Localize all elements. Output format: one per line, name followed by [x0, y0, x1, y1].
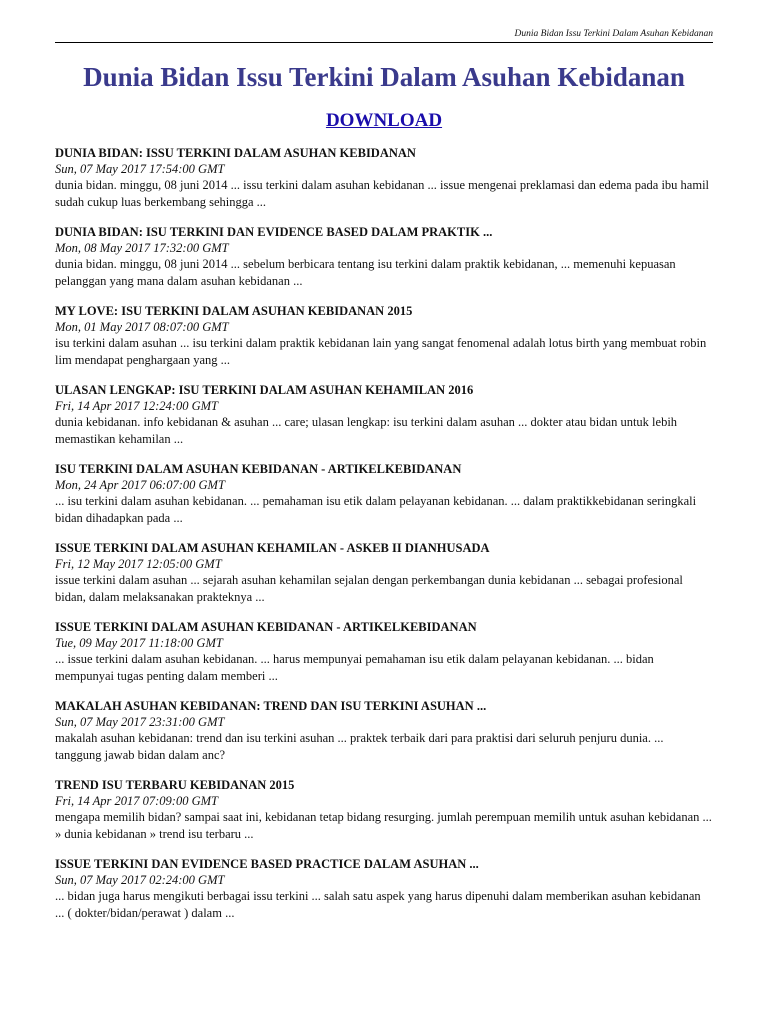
result-date: Fri, 14 Apr 2017 07:09:00 GMT [55, 794, 218, 808]
result-entry [55, 540, 713, 606]
result-entry [55, 619, 713, 685]
result-title: DUNIA BIDAN: ISU TERKINI DAN EVIDENCE BASED DALAM PRAKTIK ... [55, 225, 493, 239]
document-page [55, 0, 713, 935]
result-snippet: ... isu terkini dalam asuhan kebidanan. ... pemahaman isu etik dalam pelayanan kebidanan. ... dalam praktikkebidanan seringkali bidan dihadapkan pada ... [55, 494, 697, 525]
result-snippet: ... issue terkini dalam asuhan kebidanan. ... harus mempunyai pemahaman isu etik dalam pelayanan kebidanan. ... bidan mempunyai tugas penting dalam memberi ... [55, 652, 654, 683]
result-snippet: dunia bidan. minggu, 08 juni 2014 ... sebelum berbicara tentang isu terkini dalam praktik kebidanan, ... memenuhi kepuasan pelanggan yang mana dalam asuhan kebidanan ... [55, 257, 676, 288]
result-entry [55, 856, 713, 922]
result-entry [55, 303, 713, 369]
result-snippet: mengapa memilih bidan? sampai saat ini, kebidanan tetap bidang resurging. jumlah perempuan memilih untuk asuhan kebidanan ... » dunia kebidanan » trend isu terbaru ... [55, 810, 712, 841]
result-date: Mon, 24 Apr 2017 06:07:00 GMT [55, 478, 225, 492]
result-entry [55, 461, 713, 527]
result-entry [55, 698, 713, 764]
result-title: TREND ISU TERBARU KEBIDANAN 2015 [55, 778, 295, 792]
page-title: Dunia Bidan Issu Terkini Dalam Asuhan Kebidanan [83, 62, 685, 92]
result-title: DUNIA BIDAN: ISSU TERKINI DALAM ASUHAN KEBIDANAN [55, 146, 416, 160]
result-date: Mon, 01 May 2017 08:07:00 GMT [55, 320, 229, 334]
running-header: Dunia Bidan Issu Terkini Dalam Asuhan Kebidanan [514, 29, 713, 39]
header-rule [55, 42, 713, 43]
result-snippet: ... bidan juga harus mengikuti berbagai issu terkini ... salah satu aspek yang harus dipenuhi dalam memberikan asuhan kebidanan ... ( dokter/bidan/perawat ) dalam ... [55, 889, 701, 920]
result-date: Fri, 14 Apr 2017 12:24:00 GMT [55, 399, 218, 413]
download-link[interactable]: DOWNLOAD [325, 110, 443, 131]
search-results-list [55, 145, 713, 922]
result-snippet: makalah asuhan kebidanan: trend dan isu terkini asuhan ... praktek terbaik dari para praktisi dari seluruh penjuru dunia. ... tanggung jawab bidan dalam anc? [55, 731, 664, 762]
result-title: ISSUE TERKINI DALAM ASUHAN KEHAMILAN - ASKEB II DIANHUSADA [55, 541, 490, 555]
result-date: Sun, 07 May 2017 23:31:00 GMT [55, 715, 225, 729]
result-snippet: dunia kebidanan. info kebidanan & asuhan ... care; ulasan lengkap: isu terkini dalam asuhan ... dokter atau bidan untuk lebih memastikan kehamilan ... [55, 415, 678, 446]
result-entry [55, 777, 713, 843]
result-snippet: issue terkini dalam asuhan ... sejarah asuhan kehamilan sejalan dengan perkembangan dunia kebidanan ... sebagai profesional bidan, dalam melaksanakan prakteknya ... [55, 573, 683, 604]
result-title: ISU TERKINI DALAM ASUHAN KEBIDANAN - ARTIKELKEBIDANAN [55, 462, 462, 476]
result-date: Fri, 12 May 2017 12:05:00 GMT [55, 557, 222, 571]
result-snippet: dunia bidan. minggu, 08 juni 2014 ... issu terkini dalam asuhan kebidanan ... issue mengenai preklamasi dan edema pada ibu hamil sudah cukup luas berkembang sehingga ... [55, 178, 710, 209]
result-title: MY LOVE: ISU TERKINI DALAM ASUHAN KEBIDANAN 2015 [55, 304, 413, 318]
result-snippet: isu terkini dalam asuhan ... isu terkini dalam praktik kebidanan lain yang sangat fenomenal adalah lotus birth yang membuat robin lim mendapat penghargaan yang ... [55, 336, 707, 367]
result-entry [55, 145, 713, 211]
result-date: Tue, 09 May 2017 11:18:00 GMT [55, 636, 223, 650]
result-entry [55, 382, 713, 448]
result-date: Sun, 07 May 2017 02:24:00 GMT [55, 873, 225, 887]
result-title: ULASAN LENGKAP: ISU TERKINI DALAM ASUHAN KEHAMILAN 2016 [55, 383, 474, 397]
result-entry [55, 224, 713, 290]
result-date: Mon, 08 May 2017 17:32:00 GMT [55, 241, 229, 255]
result-title: MAKALAH ASUHAN KEBIDANAN: TREND DAN ISU TERKINI ASUHAN ... [55, 699, 487, 713]
result-title: ISSUE TERKINI DALAM ASUHAN KEBIDANAN - ARTIKELKEBIDANAN [55, 620, 477, 634]
download-container [55, 109, 713, 134]
result-title: ISSUE TERKINI DAN EVIDENCE BASED PRACTICE DALAM ASUHAN ... [55, 857, 479, 871]
result-date: Sun, 07 May 2017 17:54:00 GMT [55, 162, 225, 176]
